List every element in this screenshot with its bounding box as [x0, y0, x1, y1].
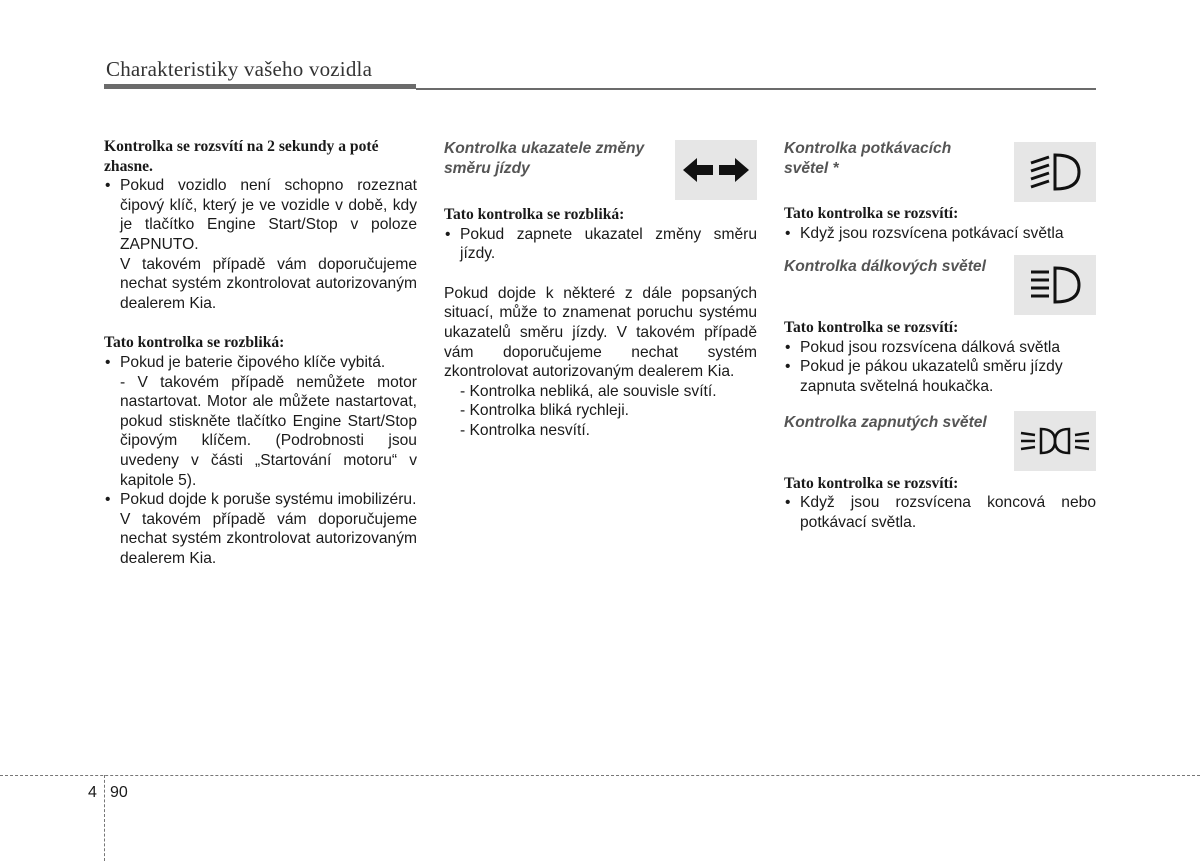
dash-item: - V takovém případě nemůžete motor nastartovat. Motor ale můžete nastartovat, pokud stiskněte tlačítko Engine Start/Stop čipovým klíčem. (Podrobnosti jsou uvedeny v části „Startování motoru“ v kapitole 5).: [120, 373, 417, 489]
bullet-item: • Pokud je pákou ukazatelů směru jízdy zapnuta světelná houkačka.: [784, 357, 1096, 396]
section-title: Kontrolka zapnutých světel: [784, 413, 987, 431]
position-lights-icon: [1014, 411, 1096, 471]
dash-item: - Kontrolka nebliká, ale souvisle svítí.: [460, 382, 717, 400]
section-heading: Tato kontrolka se rozsvítí:: [784, 319, 959, 337]
section-heading: Tato kontrolka se rozsvítí:: [784, 474, 959, 492]
section-header: [784, 255, 1096, 315]
bullet-continuation: V takovém případě vám doporučujeme nechat systém zkontrolovat autorizovaným dealerem Kia.: [120, 255, 417, 312]
paragraph: Pokud dojde k některé z dále popsaných situací, může to znamenat poruchu systému ukazatelů směru jízdy. V takovém případě vám doporučujeme nechat systém zkontrolovat autorizovaným dealerem Kia.: [444, 284, 757, 381]
section-title: Kontrolka dálkových světel: [784, 258, 986, 276]
chapter-number: 4: [88, 784, 97, 801]
bullet-item: • Pokud je baterie čipového klíče vybitá.: [104, 353, 417, 373]
footer-divider: [0, 775, 1200, 776]
dash-item: - Kontrolka nesvítí.: [460, 421, 591, 439]
footer-vertical-divider: [104, 775, 105, 861]
section-heading: Tato kontrolka se rozbliká:: [444, 206, 625, 223]
column-right: [784, 137, 1096, 532]
dash-item: - Kontrolka bliká rychleji.: [460, 402, 629, 420]
header-rule-thick: [104, 84, 416, 89]
section-heading: Tato kontrolka se rozbliká:: [104, 334, 285, 352]
low-beam-icon: [1014, 142, 1096, 202]
bullet-item: • Pokud vozidlo není schopno rozeznat čipový klíč, který je ve vozidle v době, kdy je tlačítko Engine Start/Stop v poloze ZAPNUTO.: [104, 176, 417, 254]
column-left: [104, 137, 417, 568]
header-rule-thin: [416, 88, 1096, 90]
section-header: [784, 137, 1096, 202]
section-heading: Kontrolka se rozsvítí na 2 sekundy a poté zhasne.: [104, 138, 379, 175]
turn-signal-arrows-icon: [675, 140, 757, 200]
bullet-item: • Pokud dojde k poruše systému imobilizéru.: [104, 490, 417, 510]
bullet-item: • Pokud zapnete ukazatel změny směru jízdy.: [444, 225, 757, 264]
page-number: 90: [110, 784, 128, 801]
high-beam-icon: [1014, 255, 1096, 315]
section-header: [784, 411, 1096, 471]
section-header: [444, 137, 757, 200]
bullet-item: • Když jsou rozsvícena potkávací světla: [784, 224, 1096, 244]
column-middle: [444, 137, 757, 441]
section-title: Kontrolka potkávacích světel *: [784, 140, 952, 177]
bullet-continuation: V takovém případě vám doporučujeme nechat systém zkontrolovat autorizovaným dealerem Kia.: [120, 510, 417, 567]
page-header-title: Charakteristiky vašeho vozidla: [106, 57, 373, 81]
section-heading: Tato kontrolka se rozsvítí:: [784, 205, 959, 222]
bullet-item: • Když jsou rozsvícena koncová nebo potkávací světla.: [784, 493, 1096, 532]
bullet-item: • Pokud jsou rozsvícena dálková světla: [784, 338, 1096, 358]
section-title: Kontrolka ukazatele změny směru jízdy: [444, 140, 645, 177]
